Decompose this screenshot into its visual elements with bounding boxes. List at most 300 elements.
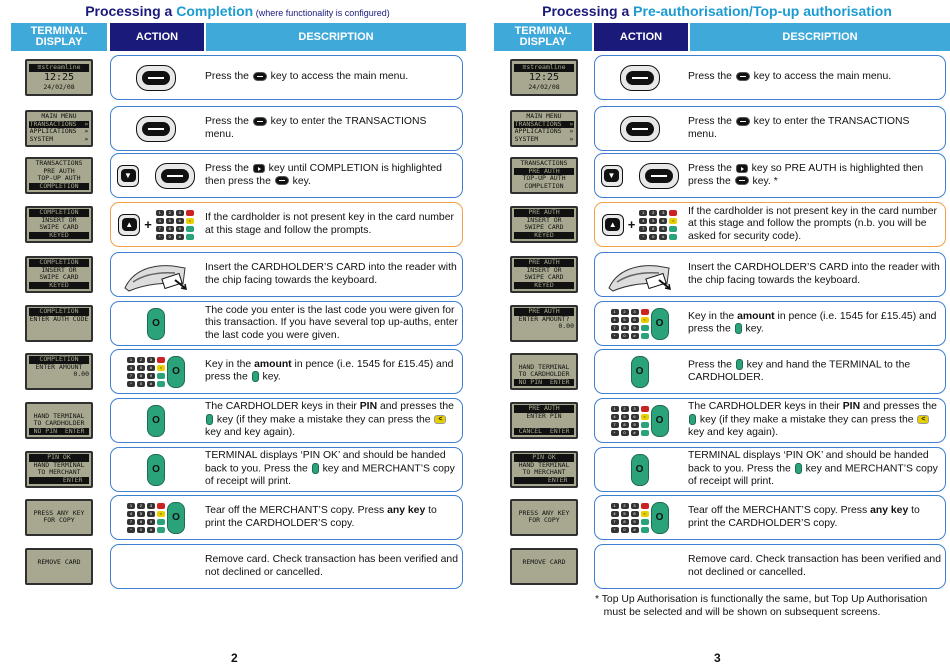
display-line: APPLICATIONS » (29, 127, 89, 136)
text: key to access the main menu. (750, 71, 892, 83)
terminal-display (510, 110, 578, 147)
step-description (205, 496, 462, 539)
display-line (29, 525, 89, 533)
enter-green-key-icon (795, 463, 802, 474)
enter-green-key-icon (736, 359, 743, 370)
step-row (594, 447, 946, 492)
description-text (205, 554, 458, 579)
text: TERMINAL displays ‘PIN OK’ and should be handed back to you. Press the (688, 450, 929, 475)
menu-key-icon (735, 176, 749, 185)
description-text (688, 71, 891, 84)
nav-down-key-icon: ▼ (601, 165, 623, 187)
nav-up-key-icon: ▲ (118, 214, 140, 236)
text: Press the (688, 162, 735, 174)
display-line: FOR COPY (43, 516, 75, 525)
terminal-display (510, 353, 578, 390)
menu-key-icon (736, 72, 750, 81)
display-line: TO CARDHOLDER (518, 370, 570, 379)
text: Key in the (205, 358, 255, 370)
text: key (if they make a mistake they can press the (214, 414, 434, 426)
bold-text: amount (254, 358, 292, 370)
display-line: HAND TERMINAL (518, 362, 570, 371)
text: to print the CARDHOLDER’S copy. (205, 504, 437, 529)
clear-yellow-key-icon: < (434, 415, 446, 424)
menu-key-icon (253, 72, 267, 81)
description-text (205, 71, 408, 84)
page-number: 2 (231, 651, 238, 665)
text: TERMINAL displays ‘PIN OK’ and should be handed back to you. Press the (205, 450, 446, 475)
description-text (688, 554, 941, 579)
menu-key-icon (620, 65, 660, 91)
bold-text: any key (870, 504, 909, 516)
action-cell (595, 350, 684, 393)
enter-green-key-icon (252, 371, 259, 382)
display-line: MAIN MENU (526, 112, 562, 120)
menu-key-icon (736, 117, 750, 126)
text: to print the CARDHOLDER’S copy. (688, 504, 920, 529)
text: Press the (688, 359, 735, 371)
display-line: NO PIN ENTER (514, 379, 574, 387)
bold-text: amount (737, 310, 775, 322)
footnote: * Top Up Authorisation is functionally the same, but Top Up Authorisation must be selected and will be shown on subsequent screens. (595, 594, 928, 618)
action-cell (111, 154, 201, 197)
terminal-display (25, 548, 93, 585)
keypad-icon: 1 2 3 4 5 6 < 7 8 9 * 0 # (611, 309, 649, 339)
terminal-display (25, 451, 93, 488)
display-line (514, 331, 574, 339)
display-line: 0.00 (558, 322, 574, 331)
action-cell (595, 154, 684, 197)
display-line (29, 331, 89, 339)
action-cell (111, 302, 201, 345)
title-prefix: Processing a (85, 3, 177, 19)
bold-text: PIN (359, 401, 378, 413)
display-line: PRE AUTH (514, 259, 574, 267)
action-cell (595, 399, 684, 442)
text: Tear off the MERCHANT’S copy. Press (688, 504, 871, 516)
text: The code you enter is the last code you were given for this transaction. If you have several top up-auths, enter the last code you were given. (205, 304, 458, 341)
terminal-display (25, 59, 93, 96)
header-description: DESCRIPTION (206, 23, 466, 51)
step-row (594, 495, 946, 540)
display-line: CANCEL ENTER (514, 428, 574, 436)
step-row (110, 106, 463, 151)
text: key and key again). (688, 426, 779, 438)
display-line: INSERT OR (526, 265, 562, 274)
terminal-display (25, 402, 93, 439)
step-row (594, 349, 946, 394)
enter-green-key-icon: O (147, 454, 165, 486)
header-terminal-display: TERMINAL DISPLAY (494, 23, 592, 51)
display-line: FOR COPY (528, 516, 560, 525)
step-description (205, 302, 462, 345)
display-line (29, 379, 89, 387)
text: Key in the (688, 310, 738, 322)
text: The CARDHOLDER keys in their (205, 401, 360, 413)
step-description (205, 350, 462, 393)
step-description (688, 107, 945, 150)
enter-green-key-icon: O (651, 308, 669, 340)
action-cell (111, 253, 201, 296)
action-cell (595, 107, 684, 150)
menu-key-icon (275, 176, 289, 185)
display-line: ENTER PIN (526, 411, 562, 420)
title-prefix: Processing a (542, 3, 634, 19)
display-line: COMPLETION (29, 259, 89, 267)
step-row (110, 447, 463, 492)
text: key to enter the TRANSACTIONS menu. (205, 115, 427, 140)
description-text (205, 212, 458, 237)
keypad-icon: 1 2 3 4 5 6 < 7 8 9 * 0 # (639, 210, 677, 240)
title-highlight: Completion (176, 3, 254, 19)
action-cell (595, 203, 684, 246)
keypad-icon: 1 2 3 4 5 6 < 7 8 9 * 0 # (127, 503, 165, 533)
step-row (110, 153, 463, 198)
action-cell (111, 399, 201, 442)
step-row (110, 349, 463, 394)
terminal-display (510, 59, 578, 96)
terminal-display (510, 157, 578, 194)
step-description (205, 107, 462, 150)
enter-green-key-icon (689, 414, 696, 425)
display-line: PRESS ANY KEY (518, 508, 570, 517)
description-text (688, 262, 941, 287)
step-description (688, 545, 945, 588)
description-text (205, 262, 458, 287)
display-line: PRE AUTH (514, 168, 574, 176)
keypad-icon: 1 2 3 4 5 6 < 7 8 9 * 0 # (611, 406, 649, 436)
text: Press the (205, 162, 252, 174)
step-row (110, 202, 463, 247)
step-row (594, 153, 946, 198)
terminal-display (510, 256, 578, 293)
page-title (484, 3, 950, 19)
terminal-display (510, 451, 578, 488)
display-line: PRESS ANY KEY (33, 508, 85, 517)
page-3 (484, 0, 950, 667)
description-text (688, 359, 941, 384)
terminal-display (25, 206, 93, 243)
card-insert-icon (607, 258, 673, 292)
card-insert-icon (123, 258, 189, 292)
display-line: 0.00 (73, 370, 89, 379)
step-description (688, 350, 945, 393)
header-action: ACTION (110, 23, 204, 51)
description-text (688, 163, 941, 188)
title-subtitle: (where functionality is configured) (253, 8, 390, 18)
page-title (0, 3, 475, 19)
description-text (688, 206, 941, 244)
text: and presses the (377, 401, 454, 413)
display-line: KEYED (514, 232, 574, 240)
description-text (688, 311, 941, 336)
text: key to enter the TRANSACTIONS menu. (688, 115, 910, 140)
terminal-display (510, 548, 578, 585)
display-line: KEYED (514, 282, 574, 290)
enter-green-key-icon: O (167, 356, 185, 388)
enter-green-key-icon (735, 323, 742, 334)
keypad-icon: 1 2 3 4 5 6 < 7 8 9 * 0 # (127, 357, 165, 387)
action-cell (595, 253, 684, 296)
action-cell (595, 545, 684, 588)
display-line: COMPLETION (524, 181, 564, 190)
text: The CARDHOLDER keys in their (688, 401, 843, 413)
display-line: COMPLETION (29, 356, 89, 364)
step-row (594, 55, 946, 100)
step-description (688, 448, 945, 491)
display-line: HAND TERMINAL (33, 411, 85, 420)
description-text (205, 116, 458, 141)
step-description (205, 448, 462, 491)
action-cell (595, 448, 684, 491)
keypad-icon: 1 2 3 4 5 6 < 7 8 9 * 0 # (611, 503, 649, 533)
description-text (205, 163, 458, 188)
action-cell (595, 56, 684, 99)
display-line: 12:25 (43, 71, 75, 83)
header-description: DESCRIPTION (690, 23, 950, 51)
display-line: TO MERCHANT (522, 468, 566, 477)
description-text (205, 359, 458, 384)
terminal-display (510, 402, 578, 439)
display-line: INSERT OR (41, 215, 77, 224)
step-row (594, 252, 946, 297)
plus-icon: + (627, 217, 636, 232)
bold-text: any key (387, 504, 426, 516)
action-cell (595, 302, 684, 345)
text: key and hand the TERMINAL to the CARDHOLDER. (688, 359, 911, 383)
display-line (29, 323, 89, 331)
step-description (688, 399, 945, 442)
display-line: TOP-UP AUTH (522, 174, 566, 183)
action-cell (111, 56, 201, 99)
text: If the cardholder is not present key in the card number at this stage and follow the prompts. (205, 211, 454, 236)
display-line: COMPLETION (29, 308, 89, 316)
display-line: 24/02/08 (528, 82, 560, 91)
action-cell (111, 350, 201, 393)
terminal-display (25, 305, 93, 342)
description-text (688, 116, 941, 141)
step-description (205, 56, 462, 99)
clear-yellow-key-icon: < (917, 415, 929, 424)
display-line: TOP-UP AUTH (37, 174, 81, 183)
display-line: HAND TERMINAL (518, 460, 570, 469)
header-terminal-display: TERMINAL DISPLAY (11, 23, 107, 51)
terminal-display (510, 305, 578, 342)
text: and presses the (860, 401, 937, 413)
description-text (205, 305, 458, 343)
step-description (688, 203, 945, 246)
nav-up-key-icon: ▲ (602, 214, 624, 236)
display-line (514, 525, 574, 533)
menu-key-icon (155, 163, 195, 189)
text: Insert the CARDHOLDER’S CARD into the reader with the chip facing towards the keyboard. (205, 261, 457, 286)
display-line: 12:25 (528, 71, 560, 83)
description-text (205, 401, 458, 439)
step-description (688, 56, 945, 99)
step-row (594, 544, 946, 589)
text: Remove card. Check transaction has been verified and not declined or cancelled. (688, 553, 941, 578)
display-line: INSERT OR (41, 265, 77, 274)
text: key. (742, 323, 764, 335)
step-row (594, 398, 946, 443)
header-action: ACTION (594, 23, 688, 51)
step-row (594, 202, 946, 247)
enter-green-key-icon: O (631, 454, 649, 486)
step-row (110, 301, 463, 346)
enter-green-key-icon: O (651, 502, 669, 534)
terminal-display (25, 110, 93, 147)
display-line: ENTER AMOUNT (35, 362, 83, 371)
text: Press the (205, 71, 252, 83)
step-row (110, 495, 463, 540)
display-line: MAIN MENU (41, 112, 77, 120)
description-text (688, 401, 941, 439)
text: key (if they make a mistake they can press the (697, 414, 917, 426)
enter-green-key-icon: O (147, 308, 165, 340)
action-cell (111, 203, 201, 246)
enter-green-key-icon (206, 414, 213, 425)
description-text (688, 505, 941, 530)
display-line: COMPLETION (29, 209, 89, 217)
step-description (205, 203, 462, 246)
enter-green-key-icon (312, 463, 319, 474)
display-line: ≡streamline (514, 64, 574, 72)
text: key so PRE AUTH is highlighted then press the (688, 162, 924, 187)
display-line: REMOVE CARD (37, 557, 81, 566)
display-line: PIN OK (514, 454, 574, 462)
nav-key-icon (736, 164, 748, 173)
text: key and key again). (205, 426, 296, 438)
action-cell (111, 496, 201, 539)
display-line: NO PIN ENTER (29, 428, 89, 436)
enter-green-key-icon: O (651, 405, 669, 437)
menu-key-icon (253, 117, 267, 126)
step-description (688, 496, 945, 539)
menu-key-icon (620, 116, 660, 142)
action-cell (111, 545, 201, 588)
step-row (110, 55, 463, 100)
text: If the cardholder is not present key in the card number at this stage and follow the prompts (n.b. you will be asked for security code). (688, 205, 937, 242)
display-line: HAND TERMINAL (33, 460, 85, 469)
title-highlight: Pre-authorisation/Top-up authorisation (633, 3, 892, 19)
enter-green-key-icon: O (167, 502, 185, 534)
display-line: TO CARDHOLDER (33, 419, 85, 428)
text: key until COMPLETION is highlighted then press the (205, 162, 442, 187)
display-line (29, 566, 89, 574)
display-line: KEYED (29, 232, 89, 240)
keypad-icon: 1 2 3 4 5 6 < 7 8 9 * 0 # (156, 210, 194, 240)
display-line: PRE AUTH (514, 308, 574, 316)
step-row (594, 106, 946, 151)
display-line: SWIPE CARD (39, 273, 79, 282)
terminal-display (25, 499, 93, 536)
display-line (514, 566, 574, 574)
action-cell (111, 448, 201, 491)
terminal-display (510, 206, 578, 243)
display-line: TO MERCHANT (37, 468, 81, 477)
step-row (594, 301, 946, 346)
text: Insert the CARDHOLDER’S CARD into the reader with the chip facing towards the keyboard. (688, 261, 940, 286)
display-line: REMOVE CARD (522, 557, 566, 566)
step-description (688, 154, 945, 197)
nav-key-icon (253, 164, 265, 173)
display-line: ≡streamline (29, 64, 89, 72)
menu-key-icon (639, 163, 679, 189)
step-description (205, 399, 462, 442)
text: key. (259, 371, 281, 383)
display-line: ENTER (514, 477, 574, 485)
display-line: TRANSACTIONS » (514, 119, 574, 128)
plus-icon: + (144, 217, 152, 232)
enter-green-key-icon: O (147, 405, 165, 437)
display-line: INSERT OR (526, 215, 562, 224)
terminal-display (25, 157, 93, 194)
display-line: TRANSACTIONS (35, 159, 83, 167)
text: in pence (i.e. 1545 for £15.45) and press the (205, 358, 454, 383)
page-number: 3 (714, 651, 721, 665)
step-description (688, 253, 945, 296)
text: key. * (749, 175, 778, 187)
display-line: ENTER AUTH CODE (29, 314, 89, 323)
display-line: PIN OK (29, 454, 89, 462)
text: Press the (688, 71, 735, 83)
menu-key-icon (136, 65, 176, 91)
text: Press the (205, 115, 252, 127)
display-line: SWIPE CARD (524, 273, 564, 282)
text: key and MERCHANT’S copy of receipt will print. (688, 463, 938, 487)
nav-down-key-icon: ▼ (117, 165, 139, 187)
step-description (205, 545, 462, 588)
text: key to access the main menu. (267, 71, 409, 83)
display-line: SWIPE CARD (524, 223, 564, 232)
display-line (29, 574, 89, 582)
step-row (110, 398, 463, 443)
terminal-display (510, 499, 578, 536)
step-description (688, 302, 945, 345)
action-cell (111, 107, 201, 150)
bold-text: PIN (842, 401, 861, 413)
enter-green-key-icon: O (631, 356, 649, 388)
step-row (110, 544, 463, 589)
description-text (688, 450, 941, 488)
display-line: ENTER (29, 477, 89, 485)
text: key. (289, 175, 311, 187)
text: Remove card. Check transaction has been verified and not declined or cancelled. (205, 553, 458, 578)
step-row (110, 252, 463, 297)
display-line: SYSTEM » (514, 134, 574, 143)
text: in pence (i.e. 1545 for £15.45) and press the (688, 310, 937, 335)
display-line: TRANSACTIONS (520, 159, 568, 167)
text: key and MERCHANT’S copy of receipt will print. (205, 463, 455, 487)
display-line: PRE AUTH (43, 166, 75, 175)
display-line: ENTER AMOUNT? (518, 314, 570, 323)
action-cell (595, 496, 684, 539)
description-text (205, 450, 458, 488)
display-line: PRE AUTH (514, 209, 574, 217)
display-line: TRANSACTIONS » (29, 119, 89, 128)
display-line: PRE AUTH (514, 405, 574, 413)
display-line (514, 574, 574, 582)
menu-key-icon (136, 116, 176, 142)
step-description (205, 253, 462, 296)
terminal-display (25, 353, 93, 390)
step-description (205, 154, 462, 197)
text: Press the (688, 115, 735, 127)
description-text (205, 505, 458, 530)
display-line: SYSTEM » (29, 134, 89, 143)
display-line: 24/02/08 (43, 82, 75, 91)
terminal-display (25, 256, 93, 293)
